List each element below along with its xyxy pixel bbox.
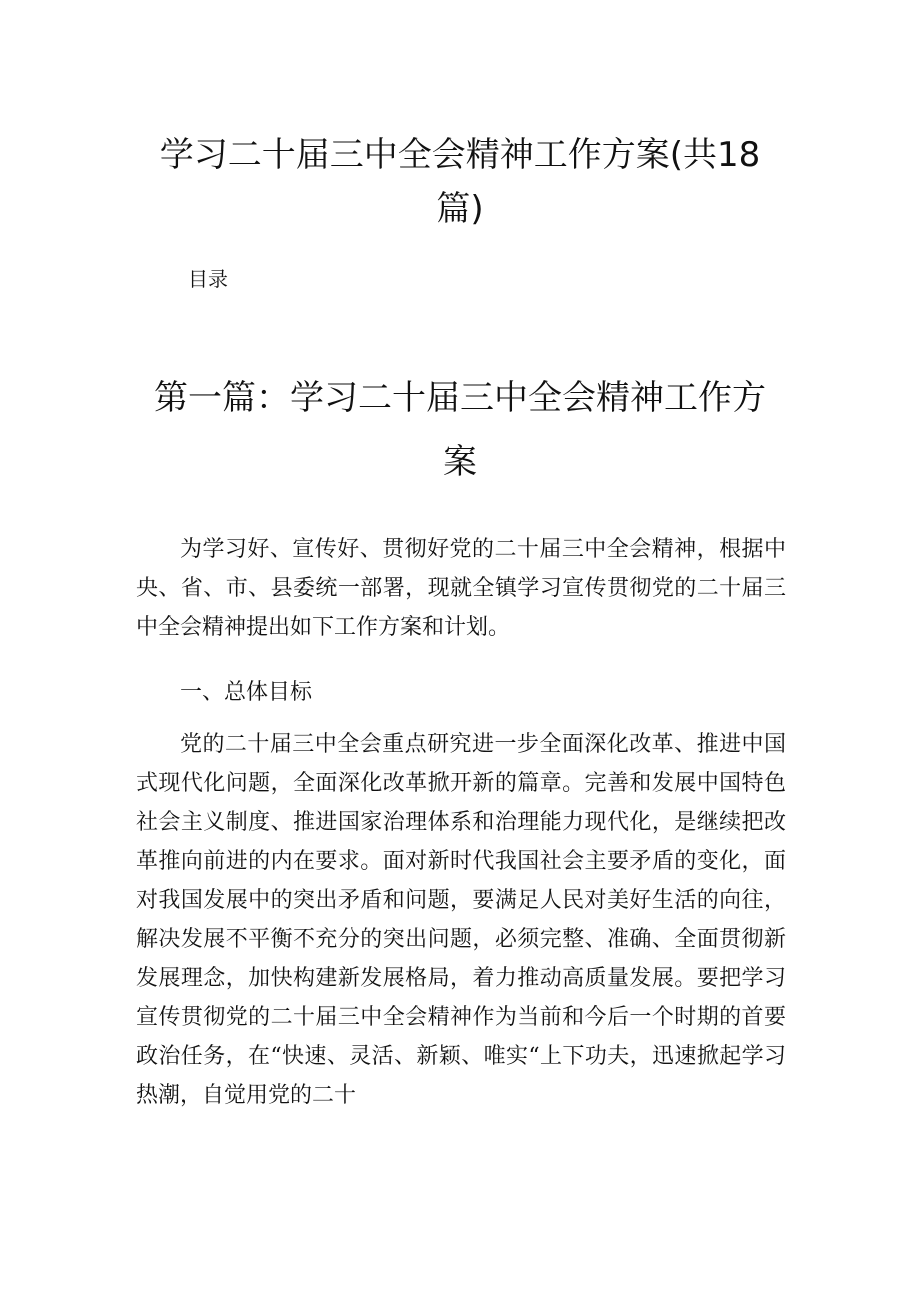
document-title [120,128,800,236]
section-heading: 一、总体目标 [180,680,313,705]
section-paragraph: 党的二十届三中全会重点研究进一步全面深化改革、推进中国式现代化问题，全面深化改革掀开新的篇章。完善和发展中国特色社会主义制度、推进国家治理体系和治理能力现代化，是继续把改革推向前进的内在要求。面对新时代我国社会主要矛盾的变化，面对我国发展中的突出矛盾和问题，要满足人民对美好生活的向往，解决发展不平衡不充分的突出问题，必须完整、准确、全面贯彻新发展理念，加快构建新发展格局，着力推动高质量发展。要把学习宣传贯彻党的二十届三中全会精神作为当前和今后一个时期的首要政治任务，在“快速、灵活、新颖、唯实“上下功夫，迅速掀起学习热潮，自觉用党的二十 [136,732,786,1108]
document-title-line1: 学习二十届三中全会精神工作方案(共18 [159,135,761,175]
chapter-title: 第一篇：学习二十届三中全会精神工作方案 [154,378,766,482]
toc-label: 目录 [188,267,228,291]
document-title-line2: 篇) [436,189,484,229]
intro-paragraph: 为学习好、宣传好、贯彻好党的二十届三中全会精神，根据中央、省、市、县委统一部署，现就全镇学习宣传贯彻党的二十届三中全会精神提出如下工作方案和计划。 [136,537,786,640]
